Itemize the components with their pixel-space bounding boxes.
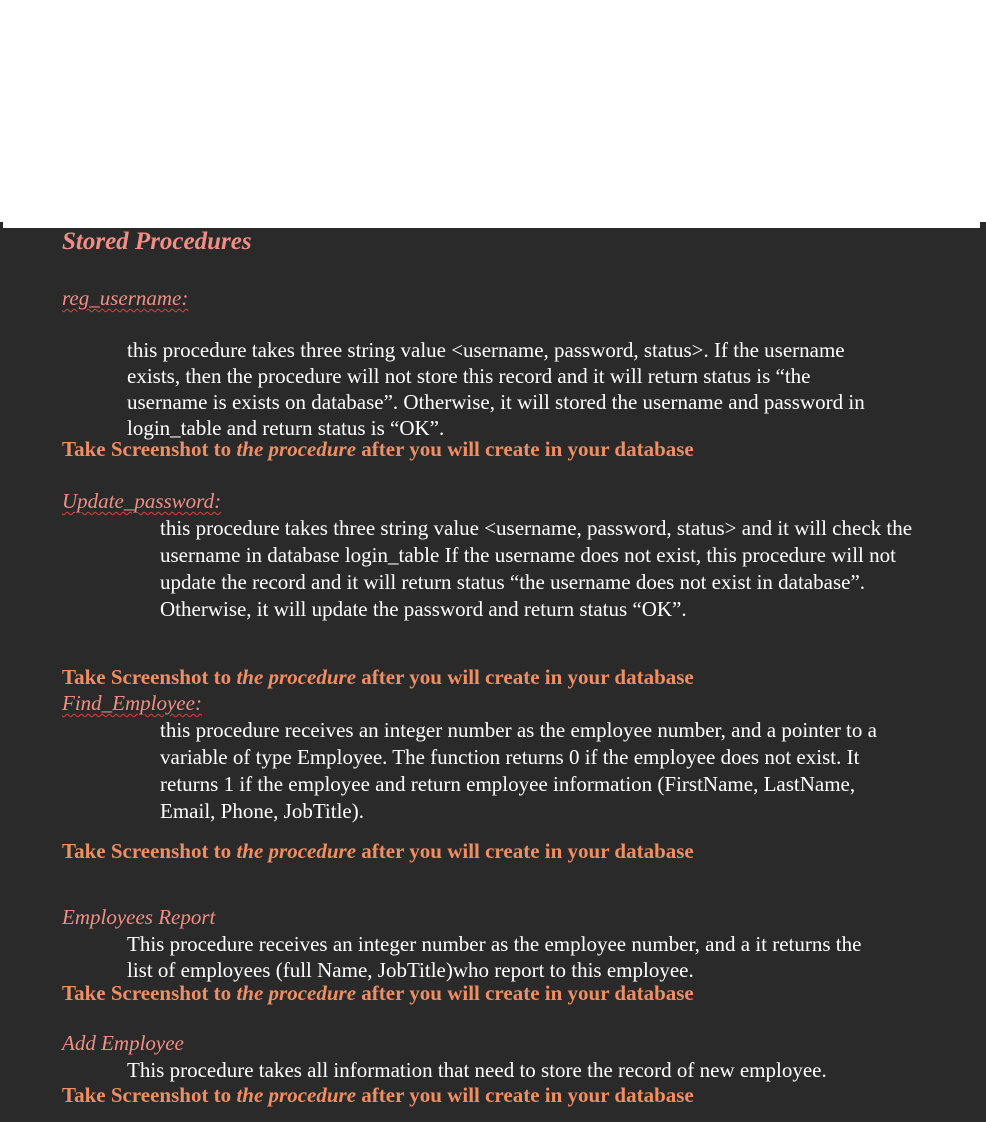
section-description-find-employee: this procedure receives an integer number as the employee number, and a pointer to a variable of type Employee. The function returns 0 if the employee does not exist. It returns 1 if the employee and return employee information (FirstName, LastName, Email, Phone, JobTitle). <box>160 718 877 823</box>
screenshot-note-prefix: Take Screenshot to <box>62 437 232 461</box>
section-description-employees-report: This procedure receives an integer number as the employee number, and a it returns the list of employees (full Name, JobTitle)who report to this employee. <box>127 932 862 982</box>
screenshot-note-emphasis: the procedure <box>236 665 357 689</box>
screenshot-note-suffix: after you will create in your database <box>361 1083 694 1107</box>
section-title-find-employee: Find_Employee: <box>62 691 202 715</box>
previous-page-area <box>0 0 986 228</box>
section-title-update-password: Update_password: <box>62 489 222 513</box>
screenshot-note-suffix: after you will create in your database <box>361 981 694 1005</box>
screenshot-note-emphasis: the procedure <box>236 1083 357 1107</box>
screenshot-note-emphasis: the procedure <box>236 981 357 1005</box>
screenshot-note-prefix: Take Screenshot to <box>62 1083 232 1107</box>
page-title: Stored Procedures <box>62 228 252 255</box>
screenshot-note-prefix: Take Screenshot to <box>62 665 232 689</box>
screenshot-note <box>62 437 694 462</box>
screenshot-note-suffix: after you will create in your database <box>361 437 694 461</box>
section-title-reg-username: reg_username: <box>62 286 189 310</box>
screenshot-note <box>62 665 694 690</box>
screenshot-note <box>62 981 694 1006</box>
section-description-reg-username: this procedure takes three string value <username, password, status>. If the username exists, then the procedure will not store this record and it will return status is “the username is exists on database”. Otherwise, it will stored the username and password in login_table and return status is “OK”. <box>127 338 865 440</box>
section-description-add-employee: This procedure takes all information that need to store the record of new employee. <box>127 1058 827 1082</box>
section-title-employees-report: Employees Report <box>62 905 216 929</box>
screenshot-note-emphasis: the procedure <box>236 839 357 863</box>
section-title-add-employee: Add Employee <box>62 1031 184 1055</box>
screenshot-note-suffix: after you will create in your database <box>361 839 694 863</box>
document-body <box>0 228 986 1122</box>
section-description-update-password: this procedure takes three string value <username, password, status> and it will check the username in database login_table If the username does not exist, this procedure will not update the record and it will return status “the username does not exist in database”. Otherwise, it will update the password and return status “OK”. <box>160 516 913 621</box>
screenshot-note <box>62 1083 694 1108</box>
screenshot-note-prefix: Take Screenshot to <box>62 839 232 863</box>
screenshot-note-suffix: after you will create in your database <box>361 665 694 689</box>
screenshot-note-emphasis: the procedure <box>236 437 357 461</box>
screenshot-note <box>62 839 694 864</box>
screenshot-note-prefix: Take Screenshot to <box>62 981 232 1005</box>
